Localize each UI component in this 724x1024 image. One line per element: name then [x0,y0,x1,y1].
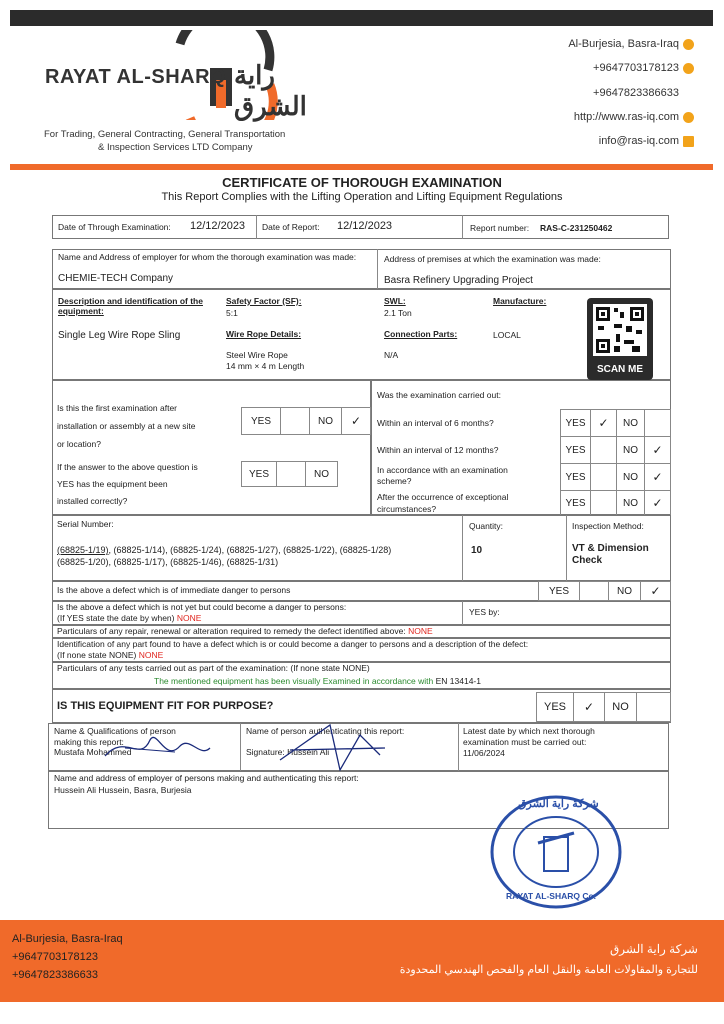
defect-3-none: NONE [408,626,433,636]
equipment-desc-label: Description and identification of the equipment: [58,296,203,316]
defect-3-text [57,626,433,636]
qr-code[interactable] [587,298,653,380]
first-exam-q1-yes[interactable]: YES [241,407,281,435]
equipment-desc-value: Single Leg Wire Rope Sling [58,330,181,341]
certificate-subtitle: This Report Complies with the Lifting Operation and Lifting Equipment Regulations [161,191,563,203]
defect-1-text: Is the above a defect which is of immediate danger to persons [57,585,291,595]
defect-2-yes-by: YES by: [469,607,500,617]
first-exam-q1-check[interactable]: ✓ [341,407,371,435]
exam-date-label: Date of Through Examination: [58,222,171,232]
first-exam-q1-blank[interactable] [280,407,310,435]
report-date-label: Date of Report: [262,222,320,232]
next-exam-date: 11/06/2024 [463,748,505,758]
contact-website [574,111,694,123]
fit-yes[interactable]: YES [536,692,574,722]
swl-value: 2.1 Ton [384,308,412,318]
connection-parts-value: N/A [384,350,399,360]
defect-5-result [154,676,481,686]
footer-arabic-2: للتجارة والمقاولات العامة والنقل العام والفحص الهندسي المحدودة [399,964,698,976]
tagline-2: & Inspection Services LTD Company [98,142,253,153]
contact-address-text: Al-Burjesia, Basra-Iraq [568,38,679,50]
auth-signature-text: Signature: Hussein Ali [246,747,330,757]
first-exam-q2-line2: YES has the equipment been [57,479,168,489]
stamp-text-ar: شركة راية الشرق [518,798,599,810]
carried-out-r2: Within an interval of 12 months? [377,445,499,455]
first-exam-q1-line3: or location? [57,439,101,449]
defect-1-check[interactable]: ✓ [640,581,671,601]
contact-address [568,38,694,50]
connection-parts-label: Connection Parts: [384,329,458,339]
r2-no[interactable]: NO [616,436,645,464]
defect-3-label: Particulars of any repair, renewal or alteration required to remedy the defect identified above: [57,626,406,636]
carried-out-r1: Within an interval of 6 months? [377,418,494,428]
r2-blank[interactable] [590,436,617,464]
location-icon [683,39,694,50]
premises-label: Address of premises at which the examination was made: [384,254,601,264]
mail-icon [683,136,694,147]
contact-email-text: info@ras-iq.com [598,135,679,147]
auth-label: Name of person authenticating this report: [246,726,405,736]
tagline-1: For Trading, General Contracting, General Transportation [44,129,286,140]
fit-no[interactable]: NO [604,692,637,722]
serial-label: Serial Number: [57,519,114,529]
safety-factor-value: 5:1 [226,308,238,318]
serial-rest: , (68825-1/14), (68825-1/24), (68825-1/27), (68825-1/22), (68825-1/28) [108,545,392,555]
next-exam-label-2: examination must be carried out: [463,737,587,747]
r3-check[interactable]: ✓ [644,463,671,491]
manufacture-value: LOCAL [493,330,521,340]
wire-rope-label: Wire Rope Details: [226,329,302,339]
defect-2-text-1: Is the above a defect which is not yet but could become a danger to persons: [57,602,347,612]
defect-1-blank[interactable] [579,581,609,601]
wire-rope-value-2: 14 mm × 4 m Length [226,361,305,371]
inspection-method-label: Inspection Method: [572,521,644,531]
premises-value: Basra Refinery Upgrading Project [384,275,533,286]
manufacture-label: Manufacture: [493,296,547,306]
logo-name-ar: راية الشرق [234,60,307,121]
footer-arabic-1: شركة راية الشرق [609,942,698,956]
r4-no[interactable]: NO [616,490,645,516]
footer-phone-1: +9647703178123 [12,951,98,963]
first-exam-q2-line1: If the answer to the above question is [57,462,198,472]
company-logo [40,30,340,120]
top-bar [10,10,713,26]
inspection-method-value-2: Check [572,555,603,566]
r3-no[interactable]: NO [616,463,645,491]
certificate-title: CERTIFICATE OF THOROUGH EXAMINATION [222,175,502,190]
r4-check[interactable]: ✓ [644,490,671,516]
r2-check[interactable]: ✓ [644,436,671,464]
stamp-text-en: RAYAT AL-SHARQ Co. [506,891,597,901]
contact-email [599,135,694,147]
footer-address: Al-Burjesia, Basra-Iraq [12,933,123,945]
defect-5-standard: EN 13414-1 [435,676,481,686]
logo-name-en: RAYAT AL-SHARQ [45,66,227,88]
employer-of-persons-label: Name and address of employer of persons making and authenticating this report: [54,773,359,783]
contact-phone-2-text: +9647823386633 [593,87,679,99]
defect-5-green: The mentioned equipment has been visually Examined in accordance with [154,676,434,686]
first-exam-q2-yes[interactable]: YES [241,461,277,487]
serial-line-1 [57,545,391,555]
defect-2-none: NONE [176,613,202,623]
report-number: RAS-C-231250462 [540,223,613,233]
r1-blank[interactable] [644,409,671,437]
safety-factor-label: Safety Factor (SF): [226,296,302,306]
quantity-value: 10 [471,545,483,556]
wire-rope-value-1: Steel Wire Rope [226,350,288,360]
quantity-label: Quantity: [469,521,504,531]
maker-label-2: making this report: [54,737,124,747]
contact-phone-2 [593,87,694,99]
maker-label-1: Name & Qualifications of person [54,726,176,736]
report-number-label: Report number: [470,223,530,233]
first-exam-q2-blank[interactable] [276,461,306,487]
employer-value: CHEMIE-TECH Company [58,273,174,284]
r4-yes[interactable]: YES [560,490,591,516]
first-exam-q1-line2: installation or assembly at a new site [57,421,196,431]
first-exam-q2-line3: installed correctly? [57,496,128,506]
qr-code-icon [587,298,653,360]
maker-signature [95,728,215,768]
r2-yes[interactable]: YES [560,436,591,464]
serial-first: (68825-1/19) [57,545,109,555]
carried-out-r4-2: circumstances? [377,504,437,514]
defect-2-text-2 [57,613,201,623]
inspection-method-value-1: VT & Dimension [572,543,649,554]
company-stamp [488,793,624,911]
swl-label: SWL: [384,296,406,306]
first-exam-q1-line1: Is this the first examination after [57,403,177,413]
r1-no[interactable]: NO [616,409,645,437]
defect-5-text: Particulars of any tests carried out as part of the examination: (If none state NONE) [57,663,370,673]
first-exam-q2-no[interactable]: NO [305,461,338,487]
contact-website-text: http://www.ras-iq.com [573,111,679,123]
carried-out-r3-1: In accordance with an examination [377,465,508,475]
carried-out-label: Was the examination carried out: [377,390,501,400]
fit-for-purpose-label: IS THIS EQUIPMENT FIT FOR PURPOSE? [57,700,274,712]
fit-blank[interactable] [636,692,671,722]
defect-2-hint: (If YES state the date by when) [57,613,175,623]
next-exam-label-1: Latest date by which next thorough [463,726,595,736]
contact-phone-1-text: +9647703178123 [593,62,679,74]
defect-4-none: NONE [138,650,164,660]
defect-1-yes[interactable]: YES [538,581,580,601]
carried-out-r3-2: scheme? [377,476,412,486]
r3-yes[interactable]: YES [560,463,591,491]
defect-1-no[interactable]: NO [608,581,641,601]
employer-of-persons-value: Hussein Ali Hussein, Basra, Burjesia [54,785,192,795]
maker-name: Mustafa Mohammed [54,747,132,757]
first-exam-q1-no[interactable]: NO [309,407,342,435]
exam-date: 12/12/2023 [190,220,246,232]
employer-label: Name and Address of employer for whom the thorough examination was made: [58,252,357,262]
footer-phone-2: +9647823386633 [12,969,98,981]
header-divider [10,164,713,170]
scan-me-label: SCAN ME [596,364,644,375]
serial-line-2: (68825-1/20), (68825-1/17), (68825-1/46), (68825-1/31) [57,557,279,567]
r3-blank[interactable] [590,463,617,491]
defect-4-text-2 [57,650,163,660]
r4-blank[interactable] [590,490,617,516]
phone-icon [683,63,694,74]
r1-check[interactable]: ✓ [590,409,617,437]
contact-phone-1 [593,62,694,74]
defect-4-text-1: Identification of any part found to have a defect which is or could become a danger to persons and a description of the defect: [57,639,529,649]
fit-check[interactable]: ✓ [573,692,605,722]
defect-4-hint: (If none state NONE) [57,650,137,660]
report-date: 12/12/2023 [337,220,393,232]
auth-signature [270,720,390,775]
carried-out-r4-1: After the occurrence of exceptional [377,492,509,502]
r1-yes[interactable]: YES [560,409,591,437]
globe-icon [683,112,694,123]
